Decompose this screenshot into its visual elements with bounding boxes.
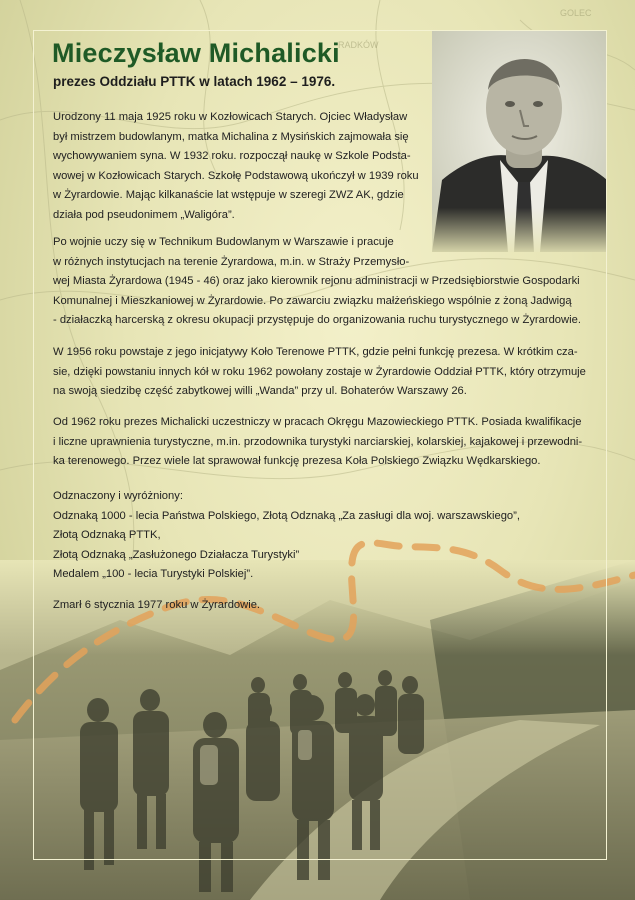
text-line: Medalem „100 - lecia Turystyki Polskiej”. (53, 568, 254, 580)
bio-paragraph-postwar (53, 233, 593, 331)
text-line: Po wojnie uczy się w Technikum Budowlanym w Warszawie i pracuje (53, 236, 394, 248)
text-line: wychowywaniem syna. W 1932 roku. rozpoczął naukę w Szkole Podsta- (53, 150, 411, 162)
text-line: w różnych instytucjach na terenie Żyrardowa, m.in. w Straży Przemysło- (53, 255, 410, 268)
text-line: Zmarł 6 stycznia 1977 roku w Żyrardowie. (53, 599, 261, 611)
text-line: ka terenowego. Przez wiele lat sprawował funkcję prezesa Koła Polskiego Związku Wędkarskiego. (53, 455, 541, 467)
text-line: Złotą Odznaką „Zasłużonego Działacza Turystyki” (53, 548, 300, 561)
text-line: i liczne uprawnienia turystyczne, m.in. przodownika turystyki narciarskiej, kolarskiej, kajakowej i przewodni- (53, 435, 583, 448)
person-role: prezes Oddziału PTTK w latach 1962 – 1976. (53, 74, 336, 89)
text-line: Od 1962 roku prezes Michalicki uczestniczy w pracach Okręgu Mazowieckiego PTTK. Posiada kwalifikacje (53, 416, 582, 428)
text-line: wowej w Kozłowicach Starych. Szkołę Podstawową ukończył w 1939 roku (53, 169, 419, 182)
bio-paragraph-birth (53, 108, 425, 225)
text-line: wej Miasta Żyrardowa (1945 - 46) oraz jako kierownik rejonu administracji w Przedsiębiorstwie Gospodarki (53, 275, 580, 287)
bio-paragraph-pttk-founding (53, 343, 593, 402)
bio-paragraph-activity (53, 413, 593, 472)
bio-paragraph-awards (53, 487, 593, 585)
text-line: na swoją siedzibę część zabytkowej willi „Wanda” przy ul. Bohaterów Warszawy 26. (53, 385, 467, 397)
text-line: Odznaką 1000 - lecia Państwa Polskiego, Złotą Odznaką „Za zasługi dla woj. warszawskiego”, (53, 509, 520, 522)
text-line: był mistrzem budowlanym, matka Michalina z Mysińskich zajmowała się (53, 130, 409, 143)
text-line: Urodzony 11 maja 1925 roku w Kozłowicach Starych. Ojciec Władysław (53, 111, 408, 123)
map-label-radkow: RADKÓW (338, 40, 379, 50)
text-line: Komunalnej i Mieszkaniowej w Żyrardowie. Po zawarciu związku małżeńskiego wspólnie z żoną Jadwigą (53, 294, 572, 307)
text-line: w Żyrardowie. Mając kilkanaście lat wstępuje w szeregi ZWZ AK, gdzie (53, 189, 404, 201)
text-line: działa pod pseudonimem „Waligóra”. (53, 208, 235, 221)
bio-paragraph-death (53, 596, 593, 616)
text-line: W 1956 roku powstaje z jego inicjatywy Koło Terenowe PTTK, gdzie pełni funkcję prezesa. W krótkim cza- (53, 346, 578, 358)
map-label-golec: GOLEC (560, 8, 592, 18)
text-line: - działaczką harcerską z okresu okupacji przystępuje do organizowania ruchu turystycznego w Żyrardowie. (53, 314, 581, 326)
text-line: Złotą Odznaką PTTK, (53, 529, 161, 541)
text-line: sie, dzięki powstaniu innych kół w roku 1962 powołany zostaje w Żyrardowie Oddział PTTK, który otrzymuje (53, 365, 586, 378)
person-name: Mieczysław Michalicki (52, 38, 340, 68)
text-line: Odznaczony i wyróżniony: (53, 490, 183, 502)
